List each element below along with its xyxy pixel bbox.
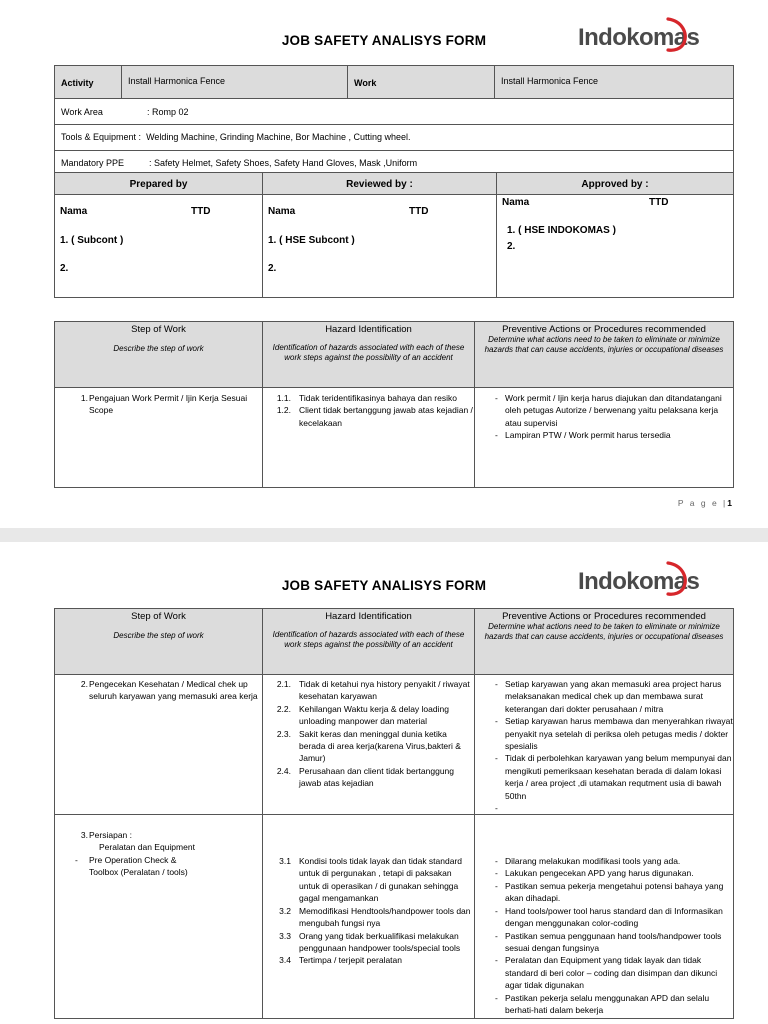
step-cell <box>55 388 263 488</box>
hazard-id-title: Hazard Identification <box>325 611 412 622</box>
reviewed-by-cell <box>263 195 497 298</box>
hazard-text: Tidak di ketahui nya history penyakit / riwayat kesehatan karyawan <box>299 679 470 702</box>
signature-table <box>54 172 734 298</box>
step-number: 2. <box>80 679 88 689</box>
action-text: Setiap karyawan harus membawa dan menyerahkan riwayat penyakit nya setelah di periksa oleh petugas medis / dokter spesialis <box>505 716 733 752</box>
tools-row <box>55 125 734 151</box>
tools-label: Tools & Equipment : <box>61 132 142 142</box>
action-text: Lampiran PTW / Work permit harus tersedia <box>505 430 671 441</box>
hazard-text: Client tidak bertanggung jawab atas kejadian / kecelakaan <box>299 405 473 428</box>
activity-label: Activity <box>55 66 122 99</box>
hazard-id-sub: Identification of hazards associated with each of these work steps against the possibility of an accident <box>272 343 465 362</box>
hazard-number: 3.2 <box>279 905 291 916</box>
jsa-header-row <box>55 609 734 675</box>
approved-signer-1: 1. ( HSE INDOKOMAS ) <box>507 225 616 236</box>
form-title: JOB SAFETY ANALISYS FORM <box>281 578 487 593</box>
step-of-work-title: Step of Work <box>131 611 186 622</box>
page-number: 1 <box>727 498 732 508</box>
work-area-row <box>55 99 734 125</box>
step-text: Persiapan : <box>89 830 132 841</box>
reviewed-ttd: TTD <box>409 206 429 217</box>
indokomas-logo <box>578 566 699 598</box>
logo-swoosh-icon <box>664 15 694 55</box>
action-text: Hand tools/power tool harus standard dan di Informasikan dengan menggunakan color-coding <box>505 905 723 929</box>
action-text: Pastikan pekerja selalu menggunakan APD dan selalu berhati-hati dalam bekerja <box>505 992 710 1015</box>
action-text: Work permit / Ijin kerja harus diajukan dan ditandatangani oleh petugas Autorize / berwenang yaitu pelaksana kerja atau supervisi <box>505 393 722 428</box>
prepared-by-header: Prepared by <box>55 173 263 195</box>
table-row <box>55 815 734 1019</box>
step-cell <box>55 675 263 815</box>
prepared-nama: Nama <box>60 206 88 217</box>
indokomas-logo <box>578 22 699 54</box>
hazard-number: 1.1. <box>276 393 291 403</box>
reviewed-by-header: Reviewed by : <box>263 173 497 195</box>
action-cell: - Dilarang melakukan modifikasi tools yang ada. - Lakukan pengecekan APD yang harus digunakan. - Pastikan semua pekerja mengetahui potensi bahaya yang akan dihadapi. - Hand tools/power tool harus standard dan di Informasikan dengan menggunakan color-coding - Pastikan semua penggunaan hand tools/handpower tools sesuai dengan fungsinya - Peralatan dan Equipment yang tidak layak dan tidak standard di beri color – coding dan disimpan dan dikunci agar tidak digunakan - Pastikan pekerja selalu menggunakan APD dan selalu berhati-hati dalam bekerja <box>475 815 734 1019</box>
preventive-header <box>475 609 734 675</box>
preventive-header <box>475 322 734 388</box>
hazard-number: 3.4 <box>279 955 291 966</box>
hazard-number: 2.2. <box>276 703 291 714</box>
hazard-text: Tidak teridentifikasinya bahaya dan resiko <box>299 393 457 403</box>
action-text: Peralatan dan Equipment yang tidak layak dan tidak standard di beri color – coding dan disimpan dan dikunci agar tidak digunakan <box>505 955 718 991</box>
page-label: P a g e | <box>677 498 728 508</box>
step-sub-2: Pre Operation Check & Toolbox (Peralatan / tools) <box>89 854 188 878</box>
hazard-number: 2.1. <box>276 679 291 689</box>
info-table <box>54 65 734 177</box>
action-cell: - Setiap karyawan yang akan memasuki area project harus melaksanakan medical chek up dan membawa surat keterangan dari dokter perusahaan / mitra - Setiap karyawan harus membawa dan menyerahkan riwayat penyakit nya setelah di periksa oleh petugas medis / dokter spesialis - Tidak di perbolehkan karyawan yang belum mempunyai dan mengikuti pemeriksaan kesehatan berada di dalam lokasi kerja / area project ,di utamakan requtment usia di bawah 50thn - <box>475 675 734 815</box>
work-label: Work <box>348 66 495 99</box>
page-footer <box>678 498 732 508</box>
work-area-label: Work Area <box>61 107 103 117</box>
table-row <box>55 675 734 815</box>
prepared-ttd: TTD <box>191 206 211 217</box>
step-text: Pengecekan Kesehatan / Medical chek up seluruh karyawan yang memasuki area kerja <box>89 679 258 702</box>
ppe-value: : Safety Helmet, Safety Shoes, Safety Hand Gloves, Mask ,Uniform <box>149 158 418 168</box>
jsa-table-1 <box>54 321 734 488</box>
prepared-signer-1: 1. ( Subcont ) <box>60 235 124 246</box>
action-text: Lakukan pengecekan APD yang harus digunakan. <box>505 868 694 879</box>
step-of-work-header <box>55 322 263 388</box>
preventive-sub: Determine what actions need to be taken to eliminate or minimize hazards that can cause accidents, injuries or occupational diseases <box>484 622 724 641</box>
hazard-text: Memodifikasi Hendtools/handpower tools dan mengubah fungsi nya <box>299 905 471 929</box>
form-title: JOB SAFETY ANALISYS FORM <box>281 33 487 48</box>
table-row <box>55 388 734 488</box>
tools-value: Welding Machine, Grinding Machine, Bor Machine , Cutting wheel. <box>146 132 411 142</box>
step-of-work-title: Step of Work <box>131 324 186 335</box>
hazard-number: 3.1 <box>279 856 291 867</box>
activity-value: Install Harmonica Fence <box>122 66 348 99</box>
approved-by-cell <box>497 195 734 298</box>
action-text: Pastikan semua pekerja mengetahui potensi bahaya yang akan dihadapi. <box>505 880 724 904</box>
action-cell: - Work permit / Ijin kerja harus diajukan dan ditandatangani oleh petugas Autorize / berwenang yaitu pelaksana kerja atau supervisi - Lampiran PTW / Work permit harus tersedia <box>475 388 734 488</box>
logo-text: Indokomas <box>578 568 700 595</box>
approved-ttd: TTD <box>649 197 669 208</box>
preventive-title: Preventive Actions or Procedures recommended <box>502 324 706 335</box>
page-2 <box>0 542 768 1024</box>
hazard-cell <box>263 388 475 488</box>
step-number: 1. <box>80 393 88 403</box>
hazard-number: 1.2. <box>276 405 291 416</box>
step-number: 3. <box>80 830 88 841</box>
logo-text: Indokomas <box>578 24 700 51</box>
hazard-text: Orang yang tidak berkualifikasi melakukan penggunaan handpower tools/special tools <box>299 930 461 953</box>
hazard-cell <box>263 675 475 815</box>
hazard-id-title: Hazard Identification <box>325 324 412 335</box>
jsa-header-row <box>55 322 734 388</box>
step-text: Pengajuan Work Permit / Ijin Kerja Sesuai Scope <box>89 393 248 416</box>
work-value: Install Harmonica Fence <box>495 66 734 99</box>
work-area-value: : Romp 02 <box>147 107 189 117</box>
hazard-number: 2.4. <box>276 765 291 776</box>
ppe-label: Mandatory PPE <box>61 158 125 168</box>
hazard-cell <box>263 815 475 1019</box>
hazard-text: Kondisi tools tidak layak dan tidak standard untuk di pergunakan , tetapi di paksakan untuk di operasikan / di gunakan sehingga gagal mengamankan <box>299 856 463 904</box>
approved-nama: Nama <box>502 197 530 208</box>
jsa-table-2 <box>54 608 734 1019</box>
preventive-title: Preventive Actions or Procedures recommended <box>502 611 706 622</box>
hazard-id-sub: Identification of hazards associated with each of these work steps against the possibility of an accident <box>272 630 465 649</box>
logo-swoosh-icon <box>664 559 694 599</box>
step-cell: 3. Persiapan : Peralatan dan Equipment - Pre Operation Check & Toolbox (Peralatan / tools) <box>55 815 263 1019</box>
action-text: Setiap karyawan yang akan memasuki area project harus melaksanakan medical chek up dan membawa surat keterangan dari dokter perusahaan / mitra <box>505 679 722 714</box>
hazard-number: 3.3 <box>279 930 291 941</box>
action-text: Tidak di perbolehkan karyawan yang belum mempunyai dan mengikuti pemeriksaan kesehatan berada di dalam lokasi kerja / area project ,di utamakan requtment usia di bawah 50thn <box>505 753 732 801</box>
hazard-text: Kehilangan Waktu kerja & delay loading unloading manpower dan material <box>299 703 449 727</box>
hazard-text: Sakit keras dan meninggal dunia ketika berada di area kerja(karena Virus,bakteri & Jamur) <box>299 728 461 764</box>
hazard-id-header <box>263 609 475 675</box>
hazard-number: 2.3. <box>276 728 291 739</box>
prepared-by-cell <box>55 195 263 298</box>
reviewed-nama: Nama <box>268 206 296 217</box>
reviewed-signer-2: 2. <box>268 263 277 274</box>
hazard-text: Tertimpa / terjepit peralatan <box>299 955 402 966</box>
prepared-signer-2: 2. <box>60 263 69 274</box>
approved-by-header: Approved by : <box>497 173 734 195</box>
hazard-text: Perusahaan dan client tidak bertanggung jawab atas kejadian <box>299 765 455 789</box>
approved-signer-2: 2. <box>507 241 516 252</box>
action-text: Dilarang melakukan modifikasi tools yang ada. <box>505 856 681 867</box>
step-of-work-sub: Describe the step of work <box>113 344 204 353</box>
preventive-sub: Determine what actions need to be taken to eliminate or minimize hazards that can cause accidents, injuries or occupational diseases <box>484 335 724 354</box>
hazard-id-header <box>263 322 475 388</box>
step-of-work-sub: Describe the step of work <box>113 631 204 640</box>
action-text: Pastikan semua penggunaan hand tools/handpower tools sesuai dengan fungsinya <box>505 930 722 953</box>
reviewed-signer-1: 1. ( HSE Subcont ) <box>268 235 355 246</box>
step-of-work-header <box>55 609 263 675</box>
step-sub-1: Peralatan dan Equipment <box>99 842 195 853</box>
